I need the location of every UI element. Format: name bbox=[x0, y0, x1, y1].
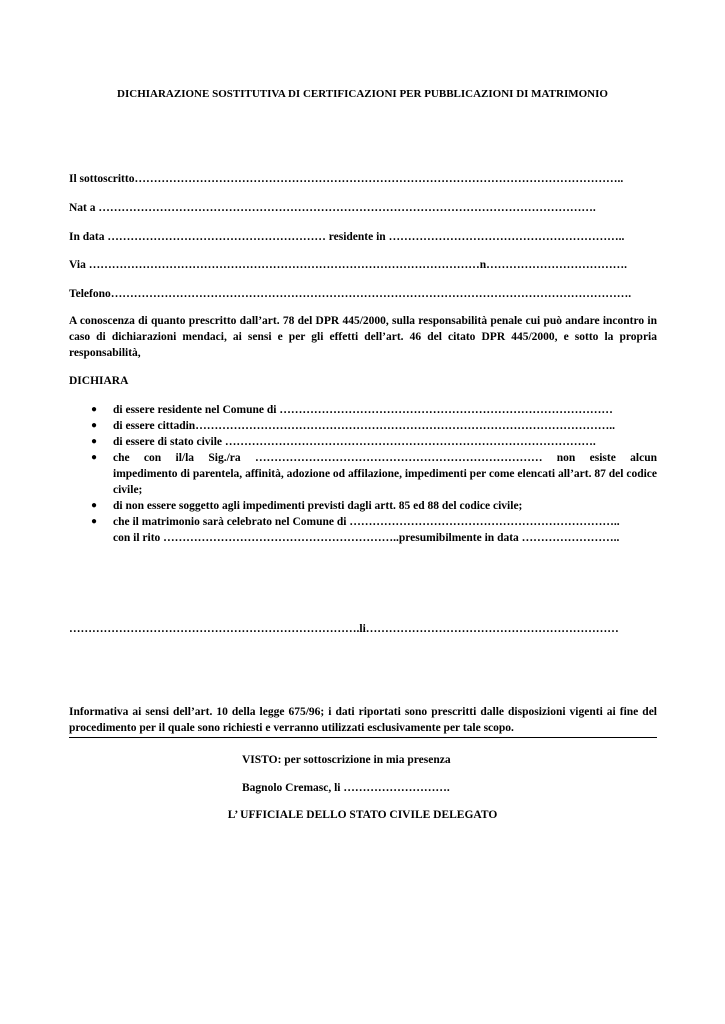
list-item bbox=[69, 498, 657, 514]
bullet-impedimenti: di non essere soggetto agli impedimenti previsti dagli artt. 85 ed 88 del codice civile; bbox=[113, 500, 523, 512]
luogo-data-line[interactable]: Bagnolo Cremasc, li ………………………. bbox=[242, 782, 450, 794]
ufficiale-title: L’ UFFICIALE DELLO STATO CIVILE DELEGATO bbox=[227, 809, 498, 821]
field-via[interactable]: Via …………………………………………………………………………………………n………………………………. bbox=[69, 259, 627, 271]
premessa-paragraph: A conoscenza di quanto prescritto dall’art. 78 del DPR 445/2000, sulla responsabilità penale cui può andare incontro in caso di dichiarazioni mendaci, ai sensi e per gli effetti dell’art. 46 del citato DPR 445/2000, e sotto la propria responsabilità, bbox=[69, 315, 657, 359]
bullet-rito-data[interactable]: con il rito ……………………………………………………..presumibilmente in data …………………….. bbox=[113, 532, 620, 544]
list-item bbox=[69, 418, 657, 434]
declaration-list bbox=[69, 402, 657, 546]
bullet-icon: ● bbox=[91, 436, 98, 447]
bullet-impedimento-text: impedimento di parentela, affinità, adozione od affilazione, impedimenti per come elencati all’art. 87 del codice civile; bbox=[113, 468, 657, 496]
divider bbox=[69, 737, 657, 738]
field-telefono[interactable]: Telefono………………………………………………………………………………………………………………………. bbox=[69, 288, 632, 300]
bullet-comune-matrimonio[interactable]: che il matrimonio sarà celebrato nel Comune di …………………………………………………………….. bbox=[113, 516, 620, 528]
dichiara-heading: DICHIARA bbox=[69, 375, 129, 387]
bullet-stato-civile[interactable]: di essere di stato civile ……………………………………………………………………………………. bbox=[113, 436, 596, 448]
list-item bbox=[69, 450, 657, 498]
bullet-cittadinanza[interactable]: di essere cittadin……………………………………………………………………………………………….. bbox=[113, 420, 615, 432]
bullet-icon: ● bbox=[91, 420, 98, 431]
bullet-icon: ● bbox=[91, 500, 98, 511]
bullet-icon: ● bbox=[91, 452, 98, 463]
bullet-sig[interactable]: che con il/la Sig./ra ………………………………………………………………… non esiste alcun bbox=[113, 452, 657, 464]
document-title: DICHIARAZIONE SOSTITUTIVA DI CERTIFICAZIONI PER PUBBLICAZIONI DI MATRIMONIO bbox=[117, 88, 608, 100]
list-item bbox=[69, 434, 657, 450]
bullet-icon: ● bbox=[91, 516, 98, 527]
bullet-icon: ● bbox=[91, 404, 98, 415]
list-item bbox=[69, 514, 657, 546]
bullet-residenza[interactable]: di essere residente nel Comune di …………………………………………………………………………… bbox=[113, 404, 613, 416]
list-item bbox=[69, 402, 657, 418]
signature-place-line[interactable]: ………………………………………………………………….li………………………………………………………… bbox=[69, 623, 619, 635]
field-data-residenza[interactable]: In data ………………………………………………… residente in …………………………………………………….. bbox=[69, 231, 625, 243]
field-nato[interactable]: Nat a …………………………………………………………………………………………………………………. bbox=[69, 202, 596, 214]
visto-text: VISTO: per sottoscrizione in mia presenza bbox=[242, 754, 451, 766]
informativa-paragraph: Informativa ai sensi dell’art. 10 della legge 675/96; i dati riportati sono prescritti dalle disposizioni vigenti ai fine del procedimento per il quale sono richiesti e verranno utilizzati esclusivamente per tale scopo. bbox=[69, 706, 657, 734]
field-sottoscritto[interactable]: Il sottoscritto……………………………………………………………………………………………………………….. bbox=[69, 173, 624, 185]
